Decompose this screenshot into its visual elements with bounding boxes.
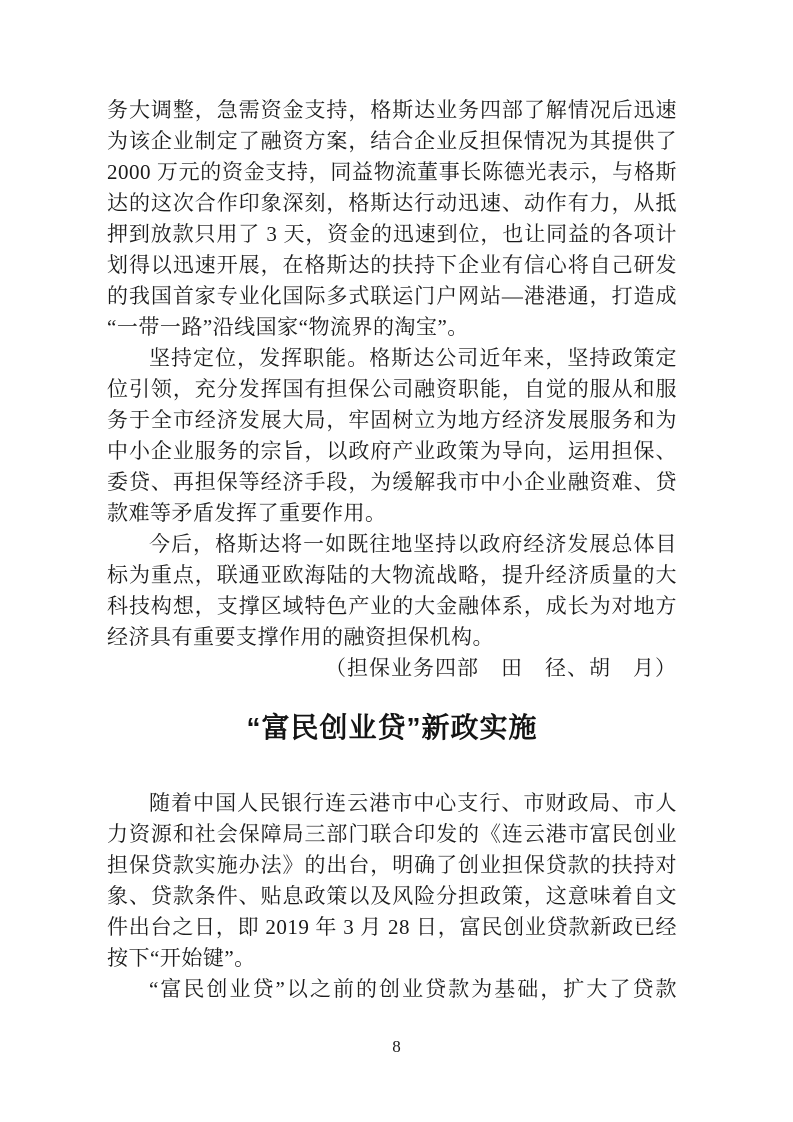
text-line: 达的这次合作印象深刻，格斯达行动迅速、动作有力，从抵 bbox=[107, 191, 677, 215]
text-line: 务于全市经济发展大局，牢固树立为地方经济发展服务和为 bbox=[107, 408, 677, 432]
paragraph bbox=[107, 343, 677, 529]
paragraph bbox=[107, 974, 677, 1005]
text-line: 件出台之日，即 2019 年 3 月 28 日，富民创业贷款新政已经 bbox=[107, 915, 677, 939]
text-line: 中小企业服务的宗旨，以政府产业政策为导向，运用担保、 bbox=[107, 439, 677, 463]
attribution-line: （担保业务四部 田 径、胡 月） bbox=[325, 656, 677, 680]
text-line: 科技构想，支撑区域特色产业的大金融体系，成长为对地方 bbox=[107, 594, 677, 618]
page-number: 8 bbox=[392, 1037, 401, 1056]
text-line: 标为重点，联通亚欧海陆的大物流战略，提升经济质量的大 bbox=[107, 563, 677, 587]
text-line: 的我国首家专业化国际多式联运门户网站—港港通，打造成 bbox=[107, 284, 677, 308]
article-guarantee-report bbox=[107, 95, 677, 684]
text-line: 为该企业制定了融资方案，结合企业反担保情况为其提供了 bbox=[107, 129, 677, 153]
text-line: 务大调整，急需资金支持，格斯达业务四部了解情况后迅速 bbox=[107, 98, 677, 122]
text-line: 款难等矛盾发挥了重要作用。 bbox=[107, 501, 387, 525]
text-line: 今后，格斯达将一如既往地坚持以政府经济发展总体目 bbox=[149, 532, 677, 556]
paragraph bbox=[107, 788, 677, 974]
article-body bbox=[107, 95, 677, 653]
text-line: 坚持定位，发挥职能。格斯达公司近年来，坚持政策定 bbox=[149, 346, 677, 370]
text-line: “富民创业贷”以之前的创业贷款为基础，扩大了贷款 bbox=[149, 977, 677, 1001]
text-line: 押到放款只用了 3 天，资金的迅速到位，也让同益的各项计 bbox=[107, 222, 677, 246]
text-line: 划得以迅速开展，在格斯达的扶持下企业有信心将自己研发 bbox=[107, 253, 677, 277]
text-line: 象、贷款条件、贴息政策以及风险分担政策，这意味着自文 bbox=[107, 884, 677, 908]
text-line: 担保贷款实施办法》的出台，明确了创业担保贷款的扶持对 bbox=[107, 853, 677, 877]
text-line: 2000 万元的资金支持，同益物流董事长陈德光表示，与格斯 bbox=[107, 160, 677, 184]
paragraph bbox=[107, 529, 677, 653]
paragraph bbox=[107, 95, 677, 343]
text-line: 位引领，充分发挥国有担保公司融资职能，自觉的服从和服 bbox=[107, 377, 677, 401]
page-content bbox=[107, 95, 677, 1005]
article-title: “富民创业贷”新政实施 bbox=[246, 712, 538, 743]
article-body bbox=[107, 788, 677, 1005]
text-line: 随着中国人民银行连云港市中心支行、市财政局、市人 bbox=[149, 791, 677, 815]
text-line: 经济具有重要支撑作用的融资担保机构。 bbox=[107, 625, 494, 649]
text-line: 委贷、再担保等经济手段，为缓解我市中小企业融资难、贷 bbox=[107, 470, 677, 494]
text-line: 按下“开始键”。 bbox=[107, 946, 256, 970]
text-line: 力资源和社会保障局三部门联合印发的《连云港市富民创业 bbox=[107, 822, 677, 846]
text-line: “一带一路”沿线国家“物流界的淘宝”。 bbox=[107, 315, 469, 339]
article-fumin-loan bbox=[107, 708, 677, 1005]
